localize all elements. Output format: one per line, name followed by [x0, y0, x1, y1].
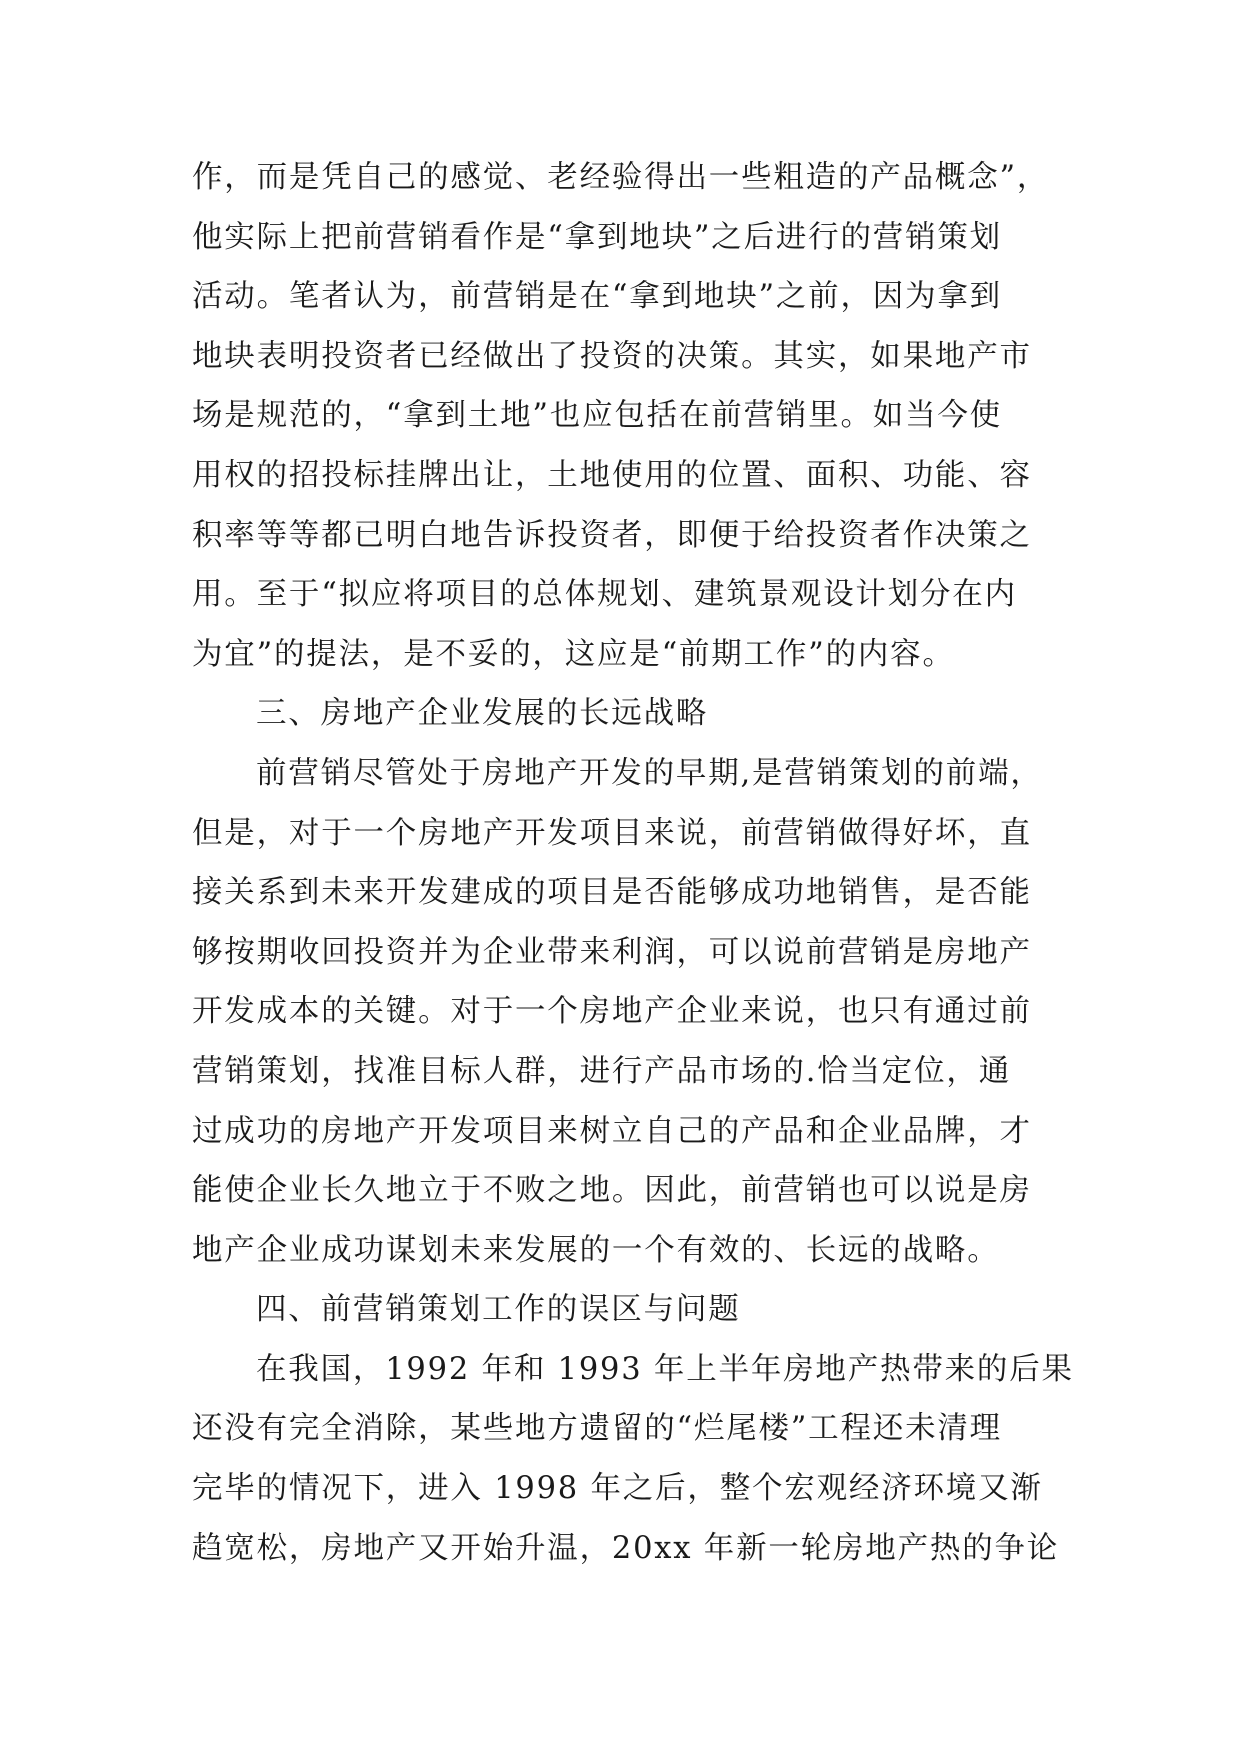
text-line: 够按期收回投资并为企业带来利润，可以说前营销是房地产: [192, 934, 1032, 970]
body-text: [192, 148, 1074, 1578]
text-line: 活动。笔者认为，前营销是在“拿到地块”之前，因为拿到: [192, 279, 1002, 315]
paragraph-start-line: 在我国，1992 年和 1993 年上半年房地产热带来的后果: [256, 1351, 1074, 1387]
text-line: 完毕的情况下，进入 1998 年之后，整个宏观经济环境又渐: [192, 1471, 1043, 1507]
text-line: 但是，对于一个房地产开发项目来说，前营销做得好坏，直: [192, 815, 1032, 851]
text-line: 开发成本的关键。对于一个房地产企业来说，也只有通过前: [192, 994, 1032, 1030]
text-line: 为宜”的提法，是不妥的，这应是“前期工作”的内容。: [192, 636, 955, 672]
text-line: 还没有完全消除，某些地方遗留的“烂尾楼”工程还未清理: [192, 1411, 1002, 1447]
text-line: 趋宽松，房地产又开始升温，20xx 年新一轮房地产热的争论: [192, 1530, 1060, 1566]
text-line: 场是规范的，“拿到土地”也应包括在前营销里。如当今使: [192, 398, 1002, 434]
section-heading: 四、前营销策划工作的误区与问题: [256, 1292, 741, 1328]
text-line: 用。至于“拟应将项目的总体规划、建筑景观设计划分在内: [192, 577, 1017, 613]
section-heading: 三、房地产企业发展的长远战略: [256, 696, 709, 732]
text-line: 能使企业长久地立于不败之地。因此，前营销也可以说是房: [192, 1173, 1032, 1209]
text-line: 地产企业成功谋划未来发展的一个有效的、长远的战略。: [192, 1232, 1000, 1268]
text-line: 营销策划，找准目标人群，进行产品市场的.恰当定位，通: [192, 1053, 1011, 1089]
text-line: 接关系到未来开发建成的项目是否能够成功地销售，是否能: [192, 875, 1032, 911]
text-line: 作，而是凭自己的感觉、老经验得出一些粗造的产品概念”，: [192, 160, 1050, 195]
text-line: 过成功的房地产开发项目来树立自己的产品和企业品牌，才: [192, 1113, 1032, 1149]
paragraph-start-line: 前营销尽管处于房地产开发的早期,是营销策划的前端，: [256, 755, 1043, 791]
text-line: 用权的招投标挂牌出让，土地使用的位置、面积、功能、容: [192, 457, 1032, 493]
text-line: 他实际上把前营销看作是“拿到地块”之后进行的营销策划: [192, 219, 1002, 255]
text-line: 积率等等都已明白地告诉投资者，即便于给投资者作决策之: [192, 517, 1032, 553]
text-line: 地块表明投资者已经做出了投资的决策。其实，如果地产市: [192, 338, 1032, 374]
